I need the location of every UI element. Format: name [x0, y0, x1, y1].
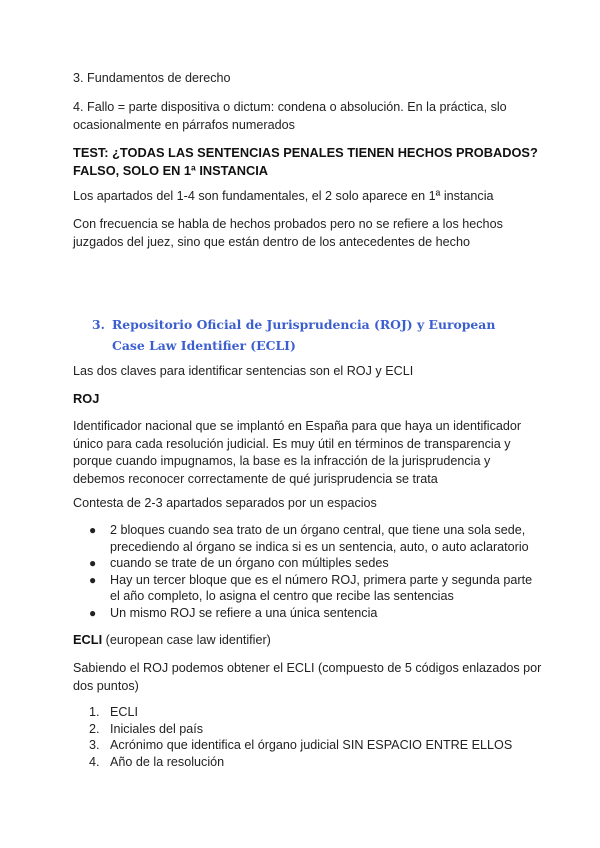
list-item: 3. Acrónimo que identifica el órgano judicial SIN ESPACIO ENTRE ELLOS [89, 738, 513, 752]
bullet-icon: ● [89, 572, 97, 587]
section-title: Repositorio Oficial de Jurisprudencia (ROJ) y European Case Law Identifier (ECLI) [112, 317, 496, 353]
ecli-heading-paren: (european case law identifier) [102, 633, 271, 647]
list-item: 2. Iniciales del país [89, 721, 204, 736]
paragraph-dos-claves: Las dos claves para identificar sentencias son el ROJ y ECLI [73, 364, 414, 378]
list-number: 4. [89, 754, 100, 769]
ecli-heading: ECLI [73, 632, 103, 647]
paragraph-fundamentos: 3. Fundamentos de derecho [73, 71, 231, 85]
list-number: 1. [89, 705, 100, 719]
list-item: ● Hay un tercer bloque que es el número ROJ, primera parte y segunda parte el año completo, lo asigna el centro que recibe las sentencias [89, 572, 533, 603]
ecli-heading-line [73, 631, 543, 650]
roj-heading: ROJ [73, 391, 100, 406]
ecli-numbered-list [73, 704, 543, 770]
bullet-icon: ● [89, 605, 97, 620]
paragraph-hechos-probados: Con frecuencia se habla de hechos probados pero no se refiere a los hechos juzgados del juez, sino que están dentro de los antecedentes de hecho [73, 217, 503, 249]
paragraph-apartados: Los apartados del 1-4 son fundamentales, el 2 solo aparece en 1ª instancia [73, 189, 494, 203]
roj-bullet-list [73, 522, 543, 621]
list-number: 2. [89, 721, 100, 736]
bullet-icon: ● [89, 523, 97, 537]
paragraph-roj-description: Identificador nacional que se implantó en España para que haya un identificador único para cada resolución judicial. Es muy útil en términos de transparencia y porque cuando impugnamos, la base es la infracción de la jurisprudencia y debemos reconocer correctamente de qué jurisprudencia se trata [73, 419, 522, 486]
list-item: ● cuando se trate de un órgano con múltiples sedes [89, 556, 389, 570]
list-number: 3. [89, 738, 100, 752]
paragraph-contesta: Contesta de 2-3 apartados separados por un espacios [73, 496, 377, 510]
list-item: ● Un mismo ROJ se refiere a una única sentencia [89, 605, 378, 620]
bullet-icon: ● [89, 556, 97, 570]
test-question: TEST: ¿TODAS LAS SENTENCIAS PENALES TIENEN HECHOS PROBADOS? FALSO, SOLO EN 1ª INSTANCIA [73, 145, 538, 178]
list-item: 4. Año de la resolución [89, 754, 225, 769]
list-item: ● 2 bloques cuando sea trato de un órgano central, que tiene una sola sede, precediendo al órgano se indica si es un sentencia, auto, o auto aclaratorio [89, 523, 529, 554]
list-item: 1. ECLI [89, 705, 138, 719]
paragraph-fallo: 4. Fallo = parte dispositiva o dictum: condena o absolución. En la práctica, slo ocasionalmente en párrafos numerados [73, 100, 507, 132]
section-heading [92, 314, 532, 356]
section-number: 3. [92, 317, 105, 332]
paragraph-sabiendo-roj: Sabiendo el ROJ podemos obtener el ECLI (compuesto de 5 códigos enlazados por dos puntos) [73, 661, 542, 693]
